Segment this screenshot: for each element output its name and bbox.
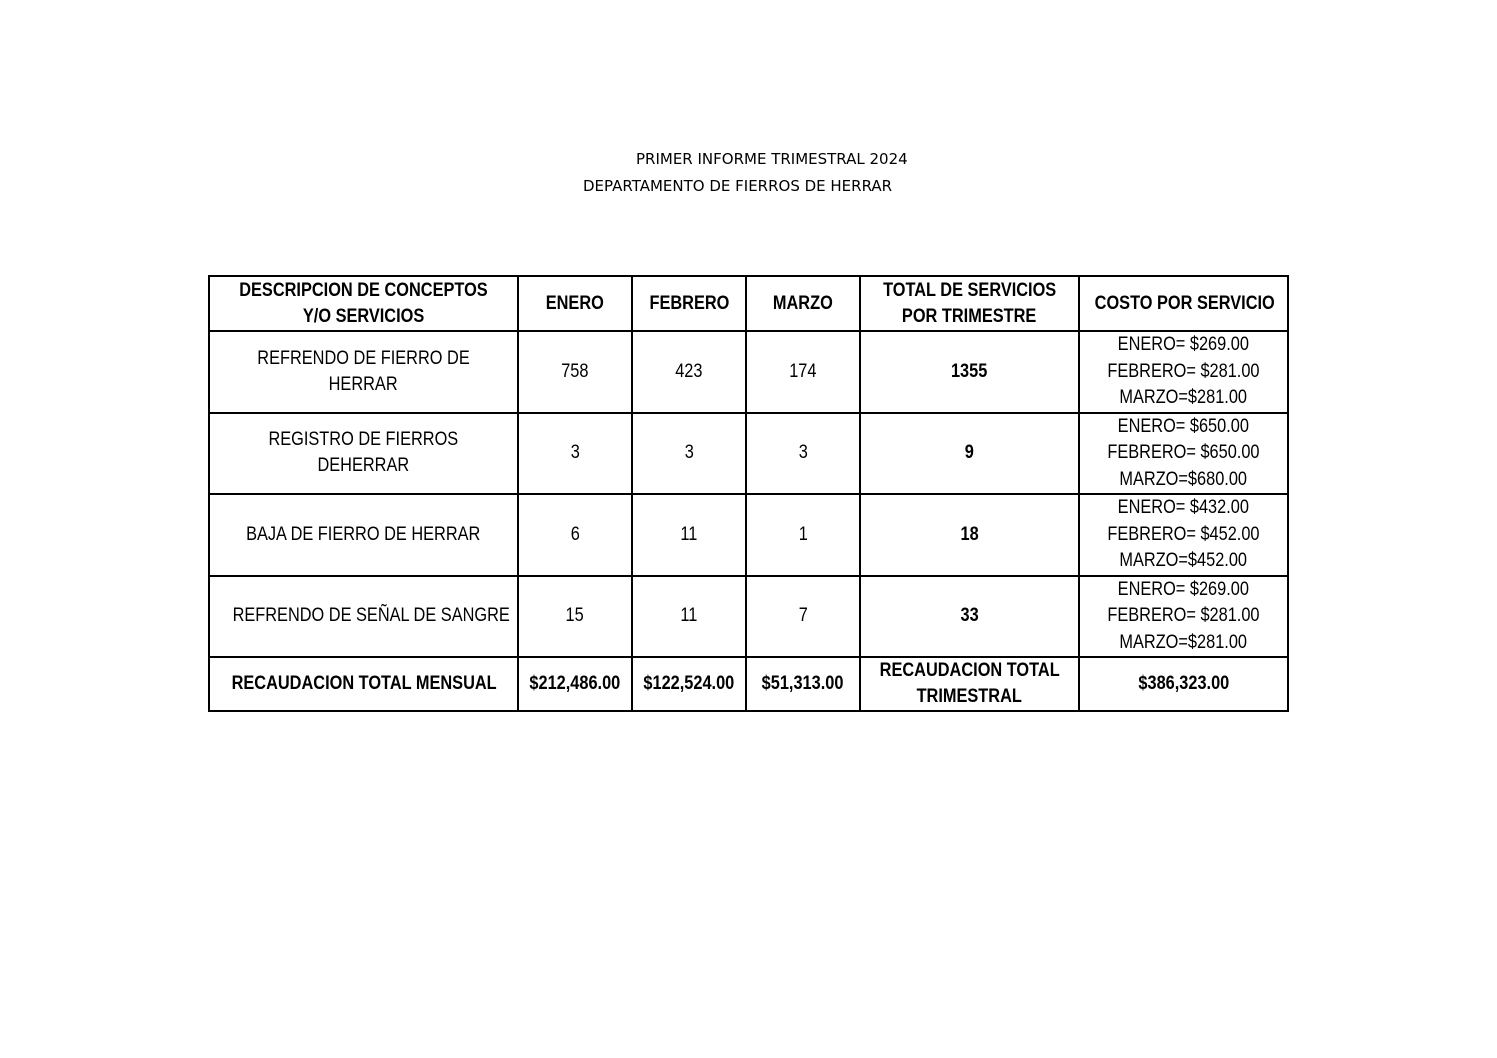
enero-value: 6 [570, 523, 580, 545]
quarterly-total-label-line1: RECAUDACION TOTAL [879, 660, 1060, 681]
cost-febrero: FEBRERO= $452.00 [1107, 523, 1260, 545]
header-total-line2: POR TRIMESTRE [902, 305, 1037, 327]
total-value: 9 [964, 442, 975, 464]
header-total-services [860, 276, 1079, 331]
concept-line2: DEHERRAR [317, 455, 410, 477]
febrero-cell [632, 331, 746, 413]
cost-marzo: MARZO=$281.00 [1119, 631, 1248, 653]
header-marzo [746, 276, 860, 331]
quarterly-total-label-line2: TRIMESTRAL [916, 686, 1023, 707]
cost-enero: ENERO= $432.00 [1117, 497, 1250, 518]
total-value: 33 [960, 605, 979, 627]
enero-value: 3 [570, 442, 580, 464]
header-cost-per-service [1079, 276, 1288, 331]
cost-marzo: MARZO=$680.00 [1119, 468, 1248, 490]
table-row [209, 494, 1288, 576]
cost-febrero: FEBRERO= $650.00 [1107, 442, 1260, 463]
header-concepts [209, 276, 518, 331]
cost-enero: ENERO= $269.00 [1117, 334, 1250, 355]
enero-cell [518, 576, 632, 658]
enero-value: 758 [561, 360, 589, 382]
marzo-value: 7 [798, 605, 808, 627]
total-cell [860, 413, 1079, 495]
header-marzo-label: MARZO [773, 292, 833, 314]
marzo-value: 174 [789, 360, 817, 382]
cost-febrero: FEBRERO= $281.00 [1107, 605, 1260, 626]
enero-value: 15 [565, 605, 585, 627]
cost-cell [1079, 494, 1288, 576]
febrero-value: 423 [675, 360, 703, 382]
marzo-total-value: $51,313.00 [762, 673, 844, 694]
concept-line1: REFRENDO DE SEÑAL DE SANGRE [232, 605, 510, 627]
concept-cell [209, 331, 518, 413]
table-row [209, 331, 1288, 413]
febrero-cell [632, 576, 746, 658]
enero-cell [518, 413, 632, 495]
marzo-value: 1 [798, 523, 808, 545]
marzo-cell [746, 413, 860, 495]
concept-line1: REGISTRO DE FIERROS [268, 429, 459, 451]
cost-cell [1079, 331, 1288, 413]
enero-cell [518, 331, 632, 413]
header-febrero-label: FEBRERO [649, 292, 729, 314]
enero-total-value: $212,486.00 [529, 673, 621, 694]
febrero-value: 11 [680, 605, 698, 627]
quarterly-total-label-cell [860, 657, 1079, 711]
header-concepts-line2: Y/O SERVICIOS [302, 305, 425, 327]
cost-enero: ENERO= $650.00 [1117, 415, 1250, 437]
total-value: 1355 [951, 360, 988, 382]
febrero-cell [632, 494, 746, 576]
header-concepts-line1: DESCRIPCION DE CONCEPTOS [239, 279, 488, 301]
concept-cell [209, 576, 518, 658]
cost-marzo: MARZO=$281.00 [1119, 387, 1248, 408]
concept-line2: HERRAR [328, 373, 398, 395]
enero-total-cell [518, 657, 632, 711]
marzo-cell [746, 494, 860, 576]
febrero-value: 11 [680, 523, 698, 545]
cost-cell [1079, 576, 1288, 658]
cost-cell [1079, 413, 1288, 495]
header-enero-label: ENERO [545, 292, 605, 314]
total-cell [860, 331, 1079, 413]
monthly-total-label: RECAUDACION TOTAL MENSUAL [231, 673, 497, 694]
table-row [209, 413, 1288, 495]
concept-line1: BAJA DE FIERRO DE HERRAR [246, 523, 481, 545]
concept-cell [209, 413, 518, 495]
marzo-total-cell [746, 657, 860, 711]
febrero-value: 3 [684, 442, 694, 464]
total-cell [860, 576, 1079, 658]
department-title: DEPARTAMENTO DE FIERROS DE HERRAR [583, 177, 893, 195]
marzo-cell [746, 331, 860, 413]
marzo-value: 3 [798, 442, 808, 464]
marzo-cell [746, 576, 860, 658]
cost-enero: ENERO= $269.00 [1117, 578, 1250, 600]
header-enero [518, 276, 632, 331]
quarterly-total-value: $386,323.00 [1138, 673, 1229, 694]
quarterly-total-value-cell [1079, 657, 1288, 711]
header-febrero [632, 276, 746, 331]
table-header-row [209, 276, 1288, 331]
table-row [209, 576, 1288, 658]
febrero-cell [632, 413, 746, 495]
concept-line1: REFRENDO DE FIERRO DE [257, 347, 470, 369]
febrero-total-cell [632, 657, 746, 711]
report-title: PRIMER INFORME TRIMESTRAL 2024 [636, 150, 908, 168]
febrero-total-value: $122,524.00 [643, 673, 735, 694]
enero-cell [518, 494, 632, 576]
monthly-total-label-cell [209, 657, 518, 711]
totals-row [209, 657, 1288, 711]
services-table [208, 275, 1289, 712]
header-total-line1: TOTAL DE SERVICIOS [882, 279, 1057, 301]
concept-cell [209, 494, 518, 576]
header-cost-label: COSTO POR SERVICIO [1094, 292, 1275, 314]
total-value: 18 [960, 523, 979, 545]
cost-febrero: FEBRERO= $281.00 [1107, 360, 1260, 382]
cost-marzo: MARZO=$452.00 [1119, 550, 1248, 571]
total-cell [860, 494, 1079, 576]
